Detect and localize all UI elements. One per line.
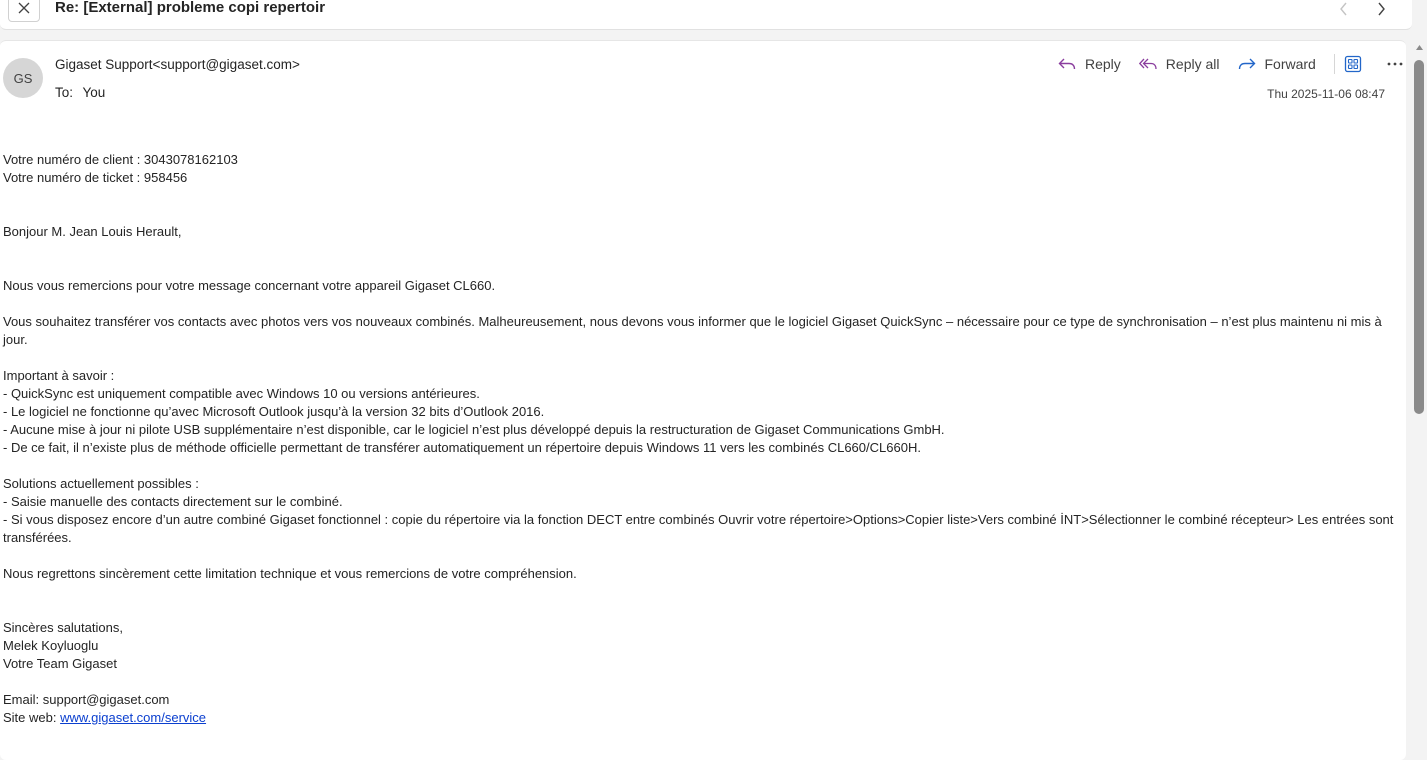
scrollbar-thumb[interactable] bbox=[1414, 60, 1424, 414]
website-line bbox=[3, 709, 1398, 727]
close-button[interactable] bbox=[8, 0, 40, 22]
team-name: Votre Team Gigaset bbox=[3, 656, 117, 671]
avatar-initials: GS bbox=[13, 70, 33, 86]
greeting: Bonjour M. Jean Louis Herault, bbox=[3, 224, 182, 239]
recipient-line bbox=[55, 85, 105, 100]
reply-button[interactable] bbox=[1058, 56, 1121, 72]
next-message-button[interactable] bbox=[1368, 0, 1394, 20]
list-item: - Le logiciel ne fonctionne qu’avec Microsoft Outlook jusqu’à la version 32 bits d’Outlook 2016. bbox=[3, 404, 545, 419]
list-item: - De ce fait, il n’existe plus de méthode officielle permettant de transférer automatiquement un répertoire depuis Windows 11 vers les combinés CL660/CL660H. bbox=[3, 440, 921, 455]
avatar[interactable] bbox=[3, 58, 43, 98]
forward-label: Forward bbox=[1264, 56, 1316, 72]
list-item: - QuickSync est uniquement compatible avec Windows 10 ou versions antérieures. bbox=[3, 386, 480, 401]
forward-button[interactable] bbox=[1238, 56, 1316, 72]
sender[interactable]: Gigaset Support<support@gigaset.com> bbox=[55, 57, 300, 72]
apps-button[interactable] bbox=[1341, 52, 1365, 76]
scroll-up-arrow-icon[interactable] bbox=[1415, 44, 1424, 52]
list-item: - Si vous disposez encore d’un autre combiné Gigaset fonctionnel : copie du répertoire via la fonction DECT entre combinés Ouvrir votre répertoire>Options>Copier liste>Vers combiné İNT>Sélectionner le combiné récepteur> Les entrées sont transférées. bbox=[3, 512, 1398, 545]
toolbar-divider bbox=[1334, 54, 1335, 74]
website-label: Site web: bbox=[3, 710, 61, 725]
recipient[interactable]: You bbox=[82, 85, 106, 100]
message-body bbox=[3, 151, 1398, 727]
list-item: - Saisie manuelle des contacts directement sur le combiné. bbox=[3, 494, 343, 509]
list-item: - Aucune mise à jour ni pilote USB supplémentaire n’est disponible, car le logiciel n’est plus développé depuis la restructuration de Gigaset Communications GmbH. bbox=[3, 422, 945, 437]
signer-name: Melek Koyluoglu bbox=[3, 638, 99, 653]
regret-paragraph: Nous regrettons sincèrement cette limitation technique et vous remercions de votre compréhension. bbox=[3, 566, 577, 581]
chevron-left-icon bbox=[1339, 2, 1349, 16]
message-date: Thu 2025-11-06 08:47 bbox=[1267, 87, 1385, 101]
reply-all-icon bbox=[1139, 57, 1157, 71]
closing: Sincères salutations, bbox=[3, 620, 123, 635]
reply-all-label: Reply all bbox=[1165, 56, 1220, 72]
reply-all-button[interactable] bbox=[1139, 56, 1220, 72]
subject-bar bbox=[0, 0, 1412, 30]
more-icon bbox=[1387, 62, 1403, 66]
reply-icon bbox=[1058, 57, 1076, 71]
scrollbar[interactable] bbox=[1412, 40, 1427, 746]
client-number: Votre numéro de client : 3043078162103 bbox=[3, 152, 238, 167]
apps-grid-icon bbox=[1344, 55, 1362, 73]
forward-icon bbox=[1238, 57, 1256, 71]
intro-paragraph: Nous vous remercions pour votre message concernant votre appareil Gigaset CL660. bbox=[3, 278, 496, 293]
previous-message-button[interactable] bbox=[1331, 0, 1357, 20]
solutions-title: Solutions actuellement possibles : bbox=[3, 476, 199, 491]
more-actions-button[interactable] bbox=[1383, 52, 1407, 76]
email-subject: Re: [External] probleme copi repertoir bbox=[55, 0, 326, 16]
chevron-right-icon bbox=[1376, 2, 1386, 16]
reply-label: Reply bbox=[1085, 56, 1121, 72]
quicksync-paragraph: Vous souhaitez transférer vos contacts avec photos vers vos nouveaux combinés. Malheureusement, nous devons vous informer que le logiciel Gigaset QuickSync – nécessaire pour ce type de synchronisation – n’est plus maintenu ni mis à jour. bbox=[3, 314, 1386, 347]
message-card bbox=[0, 40, 1406, 760]
important-title: Important à savoir : bbox=[3, 368, 115, 383]
close-icon bbox=[17, 1, 31, 15]
ticket-number: Votre numéro de ticket : 958456 bbox=[3, 170, 188, 185]
to-label: To: bbox=[55, 85, 74, 100]
message-actions bbox=[1058, 53, 1407, 75]
website-link[interactable]: www.gigaset.com/service bbox=[60, 710, 207, 725]
email-line: Email: support@gigaset.com bbox=[3, 692, 170, 707]
